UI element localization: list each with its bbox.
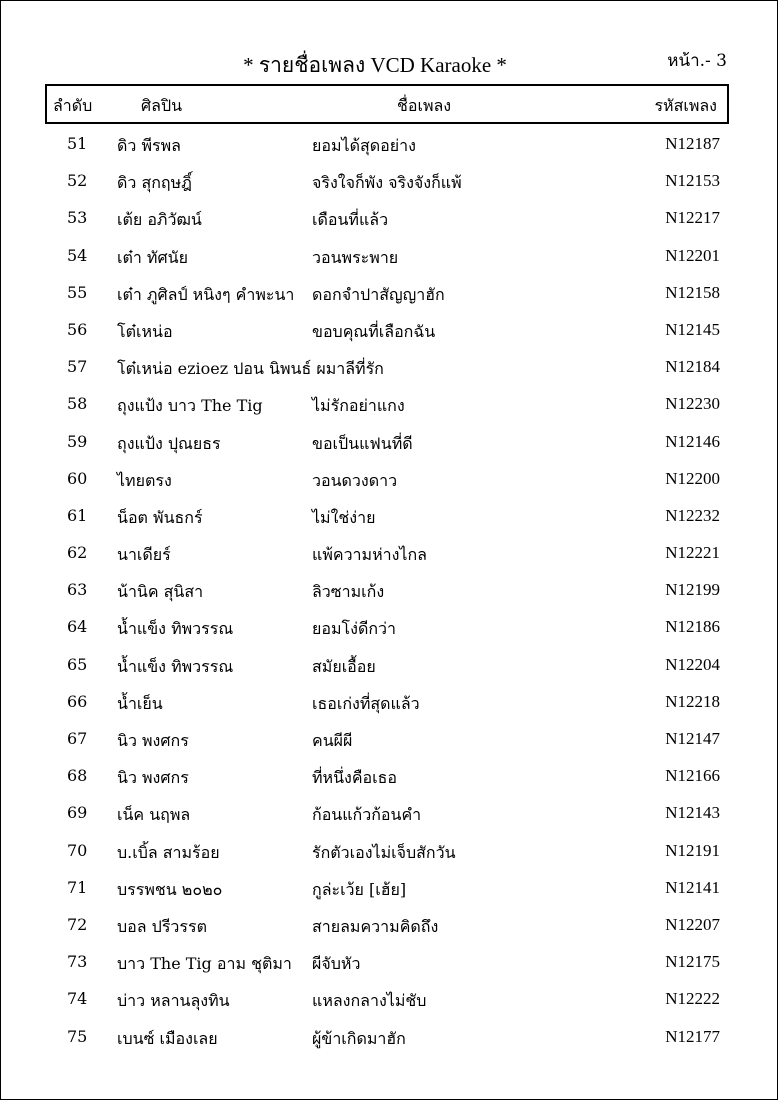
table-row xyxy=(1,162,778,199)
row-artist: ดิว พีรพล xyxy=(117,136,181,155)
table-row xyxy=(1,237,778,274)
row-artist: น้านิค สุนิสา xyxy=(117,582,204,602)
row-number: 65 xyxy=(67,654,88,674)
row-song: ผู้ข้าเกิดมาฮัก xyxy=(312,1028,406,1048)
table-row xyxy=(1,1018,778,1055)
row-number: 53 xyxy=(67,208,88,228)
header-code: รหัสเพลง xyxy=(654,96,717,115)
table-row xyxy=(1,423,778,460)
row-number: 54 xyxy=(67,245,88,265)
row-artist: เบนซ์ เมืองเลย xyxy=(117,1028,218,1048)
table-row xyxy=(1,460,778,497)
row-number: 69 xyxy=(67,803,88,823)
row-code: N12145 xyxy=(665,319,720,339)
row-number: 59 xyxy=(67,431,88,451)
row-artist: เต๋า ภูศิลป์ หนิงๆ คำพะนา xyxy=(117,284,295,304)
row-artist: บอล ปรีวรรต xyxy=(117,916,207,936)
row-number: 66 xyxy=(67,691,88,711)
page-number: หน้า.- 3 xyxy=(667,51,727,71)
row-code: N12153 xyxy=(665,171,720,191)
row-song: แหลงกลางไม่ชับ xyxy=(312,991,427,1011)
row-song: ผีจับหัว xyxy=(312,954,361,974)
row-code: N12147 xyxy=(665,729,720,748)
table-row xyxy=(1,199,778,236)
table-row xyxy=(1,757,778,794)
row-code: N12187 xyxy=(665,134,720,153)
row-song: กูล่ะเว้ย [เฮ้ย] xyxy=(312,879,407,899)
row-number: 73 xyxy=(67,952,88,972)
row-number: 55 xyxy=(67,282,88,302)
row-code: N12204 xyxy=(665,654,720,674)
table-row xyxy=(1,832,778,869)
header-song: ชื่อเพลง xyxy=(397,96,452,115)
row-artist: โต๋เหน่อ ezioez ปอน นิพนธ์ ผมาลีที่รัก xyxy=(117,359,384,379)
table-row xyxy=(1,385,778,422)
row-number: 67 xyxy=(67,729,88,748)
row-code: N12221 xyxy=(665,543,720,563)
row-number: 70 xyxy=(67,840,88,860)
table-row xyxy=(1,311,778,348)
row-code: N12177 xyxy=(665,1026,720,1046)
table-header xyxy=(45,84,729,124)
row-song: ยอมได้สุดอย่าง xyxy=(312,136,416,155)
row-number: 63 xyxy=(67,580,88,600)
row-artist: นิว พงศกร xyxy=(117,768,189,788)
row-number: 62 xyxy=(67,543,88,563)
row-song: ขอเป็นแฟนที่ดี xyxy=(312,433,413,453)
row-artist: เน็ค นฤพล xyxy=(117,805,191,825)
row-song: ไม่ใช่ง่าย xyxy=(312,507,376,527)
row-code: N12207 xyxy=(665,914,720,934)
row-song: คนผีผี xyxy=(312,731,353,750)
row-song: ที่หนึ่งคือเธอ xyxy=(312,768,397,788)
row-code: N12230 xyxy=(665,394,720,414)
table-row xyxy=(1,980,778,1017)
row-code: N12191 xyxy=(665,840,720,860)
row-song: วอนดวงดาว xyxy=(312,470,398,490)
row-artist: บ่าว หลานลุงทิน xyxy=(117,991,230,1011)
row-artist: ถุงแป้ง บาว The Tig xyxy=(117,396,263,416)
row-artist: บ.เบิ้ล สามร้อย xyxy=(117,842,220,862)
row-code: N12158 xyxy=(665,282,720,302)
row-artist: เต้ย อภิวัฒน์ xyxy=(117,210,202,230)
table-row xyxy=(1,683,778,720)
row-code: N12222 xyxy=(665,989,720,1009)
row-number: 57 xyxy=(67,357,88,377)
row-song: สมัยเอื้อย xyxy=(312,656,376,676)
row-number: 61 xyxy=(67,505,88,525)
row-number: 64 xyxy=(67,617,88,637)
row-code: N12218 xyxy=(665,691,720,711)
row-artist: ไทยตรง xyxy=(117,470,172,490)
row-song: วอนพระพาย xyxy=(312,247,399,267)
row-song: เธอเก่งที่สุดแล้ว xyxy=(312,693,420,713)
row-song: แพ้ความห่างไกล xyxy=(312,545,427,565)
header-artist: ศิลปิน xyxy=(141,96,183,115)
page-title: * รายชื่อเพลง VCD Karaoke * xyxy=(243,53,507,77)
row-song: ไม่รักอย่าแกง xyxy=(312,396,405,416)
row-code: N12141 xyxy=(665,877,720,897)
table-row xyxy=(1,497,778,534)
table-row xyxy=(1,943,778,980)
row-artist: โต๋เหน่อ xyxy=(117,321,173,341)
row-number: 72 xyxy=(67,914,88,934)
row-song: จริงใจก็พัง จริงจังก็แพ้ xyxy=(312,173,462,193)
table-row xyxy=(1,534,778,571)
row-song: ดอกจำปาสัญญาฮัก xyxy=(312,284,445,304)
row-code: N12166 xyxy=(665,766,720,786)
table-row xyxy=(1,906,778,943)
row-code: N12217 xyxy=(665,208,720,228)
row-code: N12146 xyxy=(665,431,720,451)
row-number: 52 xyxy=(67,171,88,191)
row-artist: นาเดียร์ xyxy=(117,545,171,565)
row-artist: น้ำเย็น xyxy=(117,693,163,713)
row-code: N12232 xyxy=(665,505,720,525)
row-artist: บรรพชน ๒๐๒๐ xyxy=(117,879,223,899)
table-row xyxy=(1,794,778,831)
row-number: 68 xyxy=(67,766,88,786)
table-row xyxy=(1,869,778,906)
table-row xyxy=(1,125,778,162)
row-artist: เต๋า ทัศนัย xyxy=(117,247,188,267)
row-code: N12201 xyxy=(665,245,720,265)
row-number: 71 xyxy=(67,877,88,897)
header-number: ลำดับ xyxy=(53,96,93,115)
table-row xyxy=(1,571,778,608)
row-code: N12186 xyxy=(665,617,720,637)
row-song: ลิวซามเก้ง xyxy=(312,582,385,602)
song-list xyxy=(1,125,778,1055)
row-number: 60 xyxy=(67,468,88,488)
row-code: N12184 xyxy=(665,357,720,377)
row-code: N12199 xyxy=(665,580,720,600)
row-number: 75 xyxy=(67,1026,88,1046)
table-row xyxy=(1,646,778,683)
row-song: สายลมความคิดถึง xyxy=(312,916,439,936)
row-artist: น้ำแข็ง ทิพวรรณ xyxy=(117,619,234,639)
table-row xyxy=(1,274,778,311)
row-song: ก้อนแก้วก้อนคำ xyxy=(312,805,422,825)
row-artist: ดิว สุกฤษฎิ์ xyxy=(117,173,192,193)
row-artist: น็อต พันธกร์ xyxy=(117,507,203,527)
row-artist: น้ำแข็ง ทิพวรรณ xyxy=(117,656,234,676)
table-row xyxy=(1,720,778,757)
row-song: เดือนที่แล้ว xyxy=(312,210,389,230)
row-artist: ถุงแป้ง ปุณยธร xyxy=(117,433,221,453)
row-artist: บาว The Tig อาม ชุติมา xyxy=(117,954,292,974)
table-row xyxy=(1,348,778,385)
row-song: ยอมโง่ดีกว่า xyxy=(312,619,396,639)
row-code: N12175 xyxy=(665,952,720,972)
row-code: N12143 xyxy=(665,803,720,823)
table-row xyxy=(1,608,778,645)
row-artist: นิว พงศกร xyxy=(117,731,189,750)
row-number: 74 xyxy=(67,989,88,1009)
row-number: 51 xyxy=(67,134,88,153)
row-number: 56 xyxy=(67,319,88,339)
row-song: รักตัวเองไม่เจ็บสักวัน xyxy=(312,842,456,862)
row-code: N12200 xyxy=(665,468,720,488)
row-song: ขอบคุณที่เลือกฉัน xyxy=(312,321,436,341)
row-number: 58 xyxy=(67,394,88,414)
